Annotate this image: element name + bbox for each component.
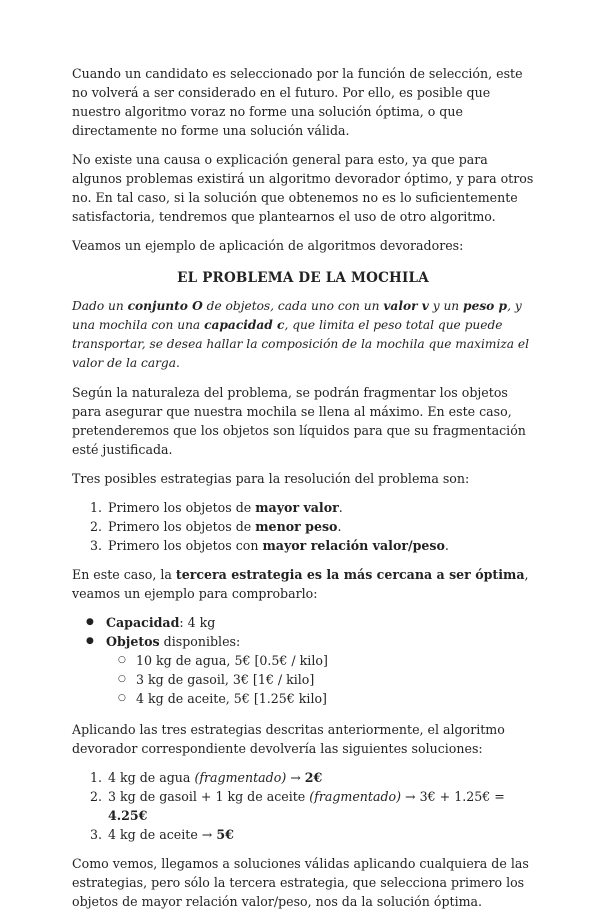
solutions-list xyxy=(72,768,534,844)
example-list xyxy=(72,613,534,708)
paragraph-strategies-intro: Tres posibles estrategias para la resolución del problema son: xyxy=(72,471,470,486)
solution-item: 2. 3 kg de gasoil + 1 kg de aceite (fragmentado) → 3€ + 1.25€ = 4.25€ xyxy=(106,787,534,825)
objects-item: ● Objetos disponibles: ○ 10 kg de agua, 5€ [0.5€ / kilo] ○ 3 kg de gasoil, 3€ [1€ / kilo] ○ 4 kg de aceite, 5€ [1.25€ kilo] xyxy=(106,632,534,708)
strategy-item: 1. Primero los objetos de mayor valor. xyxy=(106,498,534,517)
strategy-item: 3. Primero los objetos con mayor relación valor/peso. xyxy=(106,536,534,555)
paragraph-conclusion: Como vemos, llegamos a soluciones válidas aplicando cualquiera de las estrategias, pero sólo la tercera estrategia, que selecciona primero los objetos de mayor relación valor/peso, nos da la solución óptima. xyxy=(72,856,529,909)
object-item: ○ 3 kg de gasoil, 3€ [1€ / kilo] xyxy=(136,670,534,689)
paragraph-solutions-intro: Aplicando las tres estrategias descritas anteriormente, el algoritmo devorador correspondiente devolvería las siguientes soluciones: xyxy=(72,722,505,756)
solution-item: 3. 4 kg de aceite → 5€ xyxy=(106,825,534,844)
object-item: ○ 4 kg de aceite, 5€ [1.25€ kilo] xyxy=(136,689,534,708)
paragraph-intro: Cuando un candidato es seleccionado por la función de selección, este no volverá a ser considerado en el futuro. Por ello, es posible que nuestro algoritmo voraz no forme una solución óptima, o que directamente no forme una solución válida. xyxy=(72,66,523,138)
solution-item: 1. 4 kg de agua (fragmentado) → 2€ xyxy=(106,768,534,787)
strategy-item: 2. Primero los objetos de menor peso. xyxy=(106,517,534,536)
section-title: EL PROBLEMA DE LA MOCHILA xyxy=(177,270,429,286)
objects-sublist xyxy=(106,651,534,708)
paragraph-example-intro: Veamos un ejemplo de aplicación de algoritmos devoradores: xyxy=(72,238,464,253)
paragraph-third-strategy: En este caso, la tercera estrategia es la más cercana a ser óptima, veamos un ejemplo para comprobarlo: xyxy=(72,567,529,601)
paragraph-cause: No existe una causa o explicación general para esto, ya que para algunos problemas existirá un algoritmo devorador óptimo, y para otros no. En tal caso, si la solución que obtenemos no es lo suficientemente satisfactoria, tendremos que plantearnos el uso de otro algoritmo. xyxy=(72,152,534,224)
capacity-item: ● Capacidad: 4 kg xyxy=(106,613,534,632)
paragraph-fragmentation: Según la naturaleza del problema, se podrán fragmentar los objetos para asegurar que nuestra mochila se llena al máximo. En este caso, pretenderemos que los objetos son líquidos para que su fragmentación esté justificada. xyxy=(72,385,526,457)
problem-statement: Dado un conjunto O de objetos, cada uno con un valor v y un peso p, y una mochila con una capacidad c, que limita el peso total que puede transportar, se desea hallar la composición de la mochila que maximiza el valor de la carga. xyxy=(72,299,530,370)
strategies-list xyxy=(72,498,534,555)
document-page xyxy=(72,64,534,921)
object-item: ○ 10 kg de agua, 5€ [0.5€ / kilo] xyxy=(136,651,534,670)
